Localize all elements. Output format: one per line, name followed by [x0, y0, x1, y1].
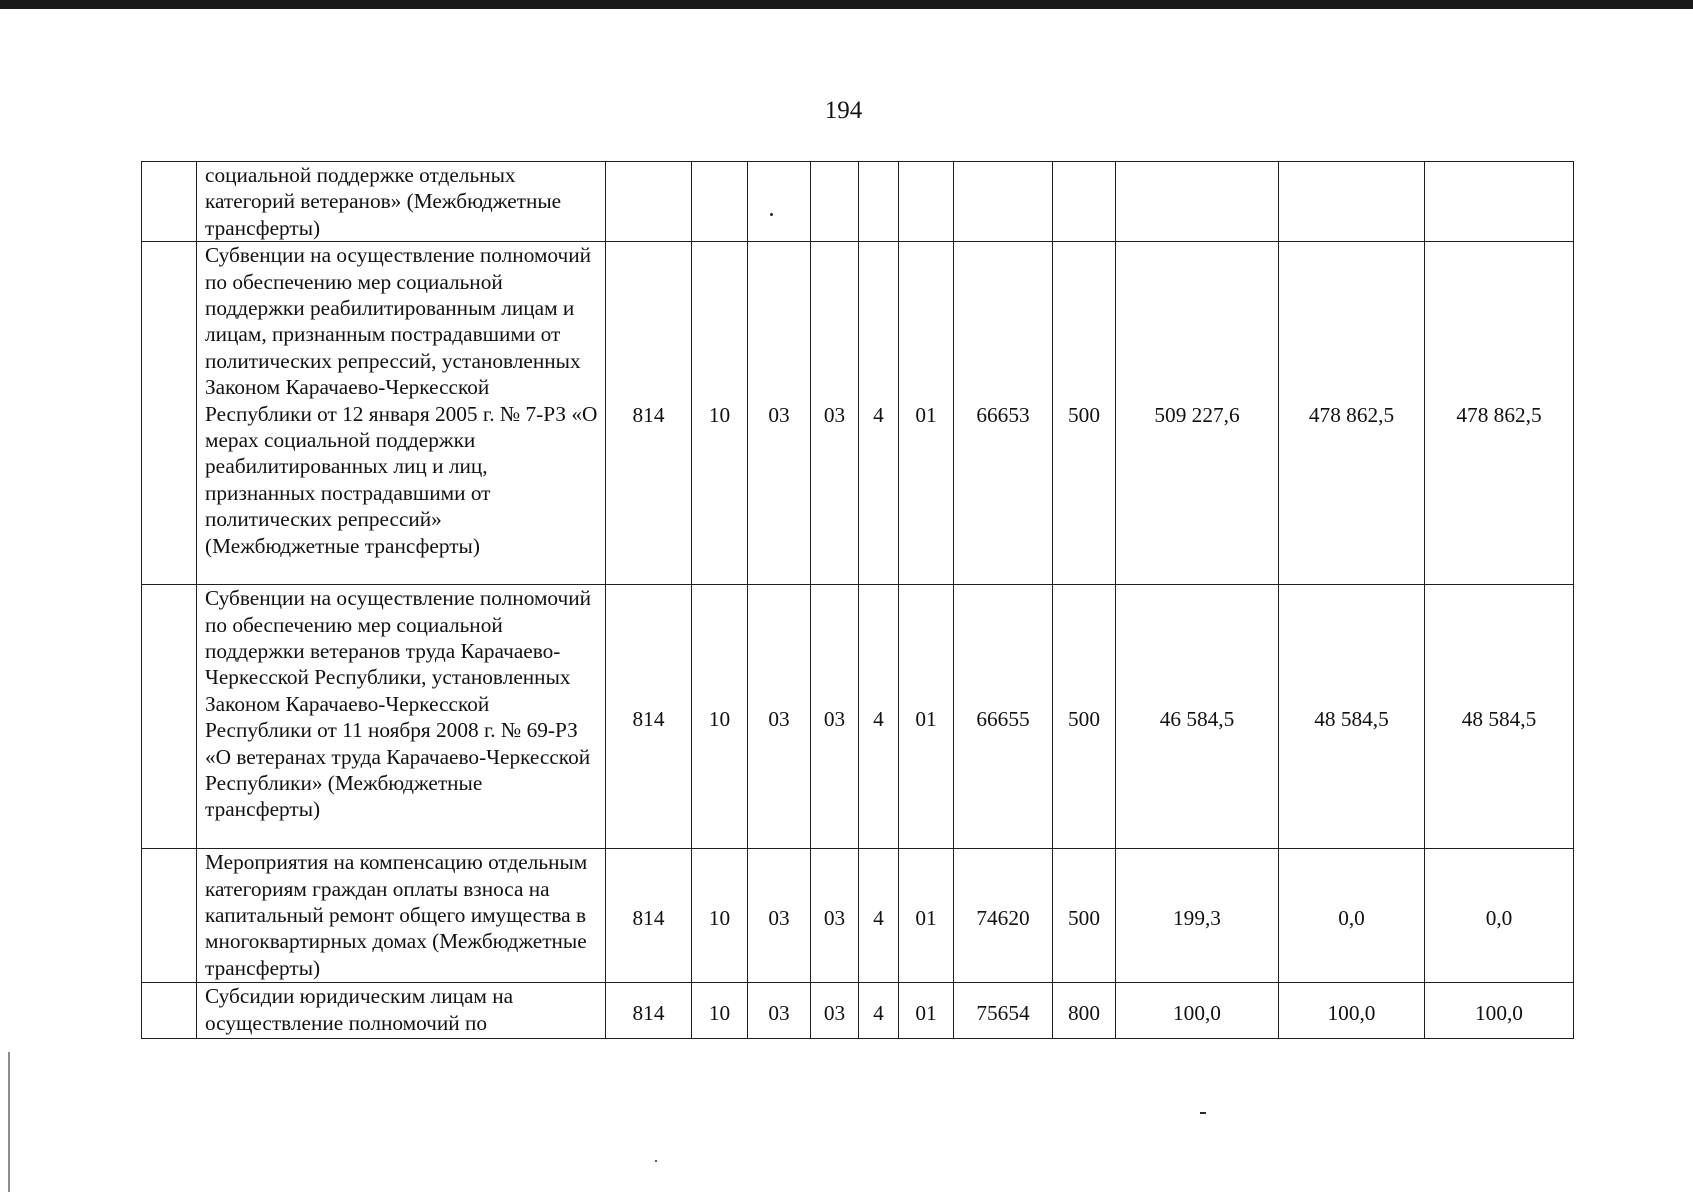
description-cell: Субвенции на осуществление полномочий по обеспечению мер социальной поддержки ветеранов труда Карачаево-Черкесской Республики, установленных Законом Карачаево-Черкесской Республики от 11 ноября 2008 г. № 69-РЗ «О ветеранах труда Карачаево-Черкесской Республики» (Межбюджетные трансферты)	[197, 585, 606, 849]
section-code-cell: 10	[692, 983, 748, 1039]
subsection-code-cell: 03	[748, 849, 811, 983]
section-code-cell: 10	[692, 585, 748, 849]
scan-speck	[1200, 1112, 1206, 1114]
table-row	[142, 585, 1574, 849]
amount-year3-cell: 478 862,5	[1425, 242, 1574, 585]
page-number: 194	[824, 97, 863, 124]
amount-year2-cell: 0,0	[1279, 849, 1425, 983]
program-code-cell	[811, 162, 859, 242]
scan-edge-mark	[8, 1052, 10, 1192]
ministry-code-cell: 814	[606, 585, 692, 849]
amount-year2-cell: 48 584,5	[1279, 585, 1425, 849]
subsection-code-cell	[748, 162, 811, 242]
subprogram-code-cell	[859, 162, 899, 242]
number-cell	[142, 849, 197, 983]
amount-year1-cell: 509 227,6	[1116, 242, 1279, 585]
subprogram-code-cell: 4	[859, 849, 899, 983]
number-cell	[142, 983, 197, 1039]
program-code-cell: 03	[811, 242, 859, 585]
table-row	[142, 849, 1574, 983]
amount-year2-cell: 478 862,5	[1279, 242, 1425, 585]
program-code-cell: 03	[811, 849, 859, 983]
amount-year3-cell: 0,0	[1425, 849, 1574, 983]
amount-year1-cell: 100,0	[1116, 983, 1279, 1039]
direction-code-cell: 74620	[954, 849, 1053, 983]
table-row	[142, 162, 1574, 242]
amount-year1-cell: 199,3	[1116, 849, 1279, 983]
expense-type-cell	[1053, 162, 1116, 242]
direction-code-cell: 66655	[954, 585, 1053, 849]
section-code-cell: 10	[692, 242, 748, 585]
subprogram-code-cell: 4	[859, 242, 899, 585]
expense-type-cell: 800	[1053, 983, 1116, 1039]
description-cell: Мероприятия на компенсацию отдельным категориям граждан оплаты взноса на капитальный ремонт общего имущества в многоквартирных домах (Межбюджетные трансферты)	[197, 849, 606, 983]
amount-year3-cell	[1425, 162, 1574, 242]
subsection-code-cell: 03	[748, 983, 811, 1039]
budget-table	[141, 161, 1574, 1039]
expense-type-cell: 500	[1053, 242, 1116, 585]
table-row	[142, 242, 1574, 585]
amount-year3-cell: 100,0	[1425, 983, 1574, 1039]
scan-speck	[655, 1160, 657, 1162]
amount-year3-cell: 48 584,5	[1425, 585, 1574, 849]
table-row	[142, 983, 1574, 1039]
ministry-code-cell: 814	[606, 849, 692, 983]
top-scan-border	[0, 0, 1693, 9]
amount-year1-cell: 46 584,5	[1116, 585, 1279, 849]
number-cell	[142, 162, 197, 242]
event-code-cell: 01	[899, 585, 954, 849]
number-cell	[142, 585, 197, 849]
subprogram-code-cell: 4	[859, 983, 899, 1039]
section-code-cell: 10	[692, 849, 748, 983]
amount-year2-cell: 100,0	[1279, 983, 1425, 1039]
scan-speck	[770, 213, 773, 216]
event-code-cell: 01	[899, 983, 954, 1039]
direction-code-cell: 75654	[954, 983, 1053, 1039]
subprogram-code-cell: 4	[859, 585, 899, 849]
program-code-cell: 03	[811, 983, 859, 1039]
direction-code-cell	[954, 162, 1053, 242]
ministry-code-cell: 814	[606, 242, 692, 585]
subsection-code-cell: 03	[748, 585, 811, 849]
event-code-cell	[899, 162, 954, 242]
expense-type-cell: 500	[1053, 849, 1116, 983]
section-code-cell	[692, 162, 748, 242]
description-cell: Субвенции на осуществление полномочий по обеспечению мер социальной поддержки реабилитированным лицам и лицам, признанным пострадавшими от политических репрессий, установленных Законом Карачаево-Черкесской Республики от 12 января 2005 г. № 7-РЗ «О мерах социальной поддержки реабилитированных лиц и лиц, признанных пострадавшими от политических репрессий» (Межбюджетные трансферты)	[197, 242, 606, 585]
event-code-cell: 01	[899, 849, 954, 983]
ministry-code-cell	[606, 162, 692, 242]
subsection-code-cell: 03	[748, 242, 811, 585]
ministry-code-cell: 814	[606, 983, 692, 1039]
description-cell: Субсидии юридическим лицам на осуществление полномочий по	[197, 983, 606, 1039]
direction-code-cell: 66653	[954, 242, 1053, 585]
description-cell: социальной поддержке отдельных категорий ветеранов» (Межбюджетные трансферты)	[197, 162, 606, 242]
amount-year2-cell	[1279, 162, 1425, 242]
expense-type-cell: 500	[1053, 585, 1116, 849]
amount-year1-cell	[1116, 162, 1279, 242]
event-code-cell: 01	[899, 242, 954, 585]
program-code-cell: 03	[811, 585, 859, 849]
number-cell	[142, 242, 197, 585]
